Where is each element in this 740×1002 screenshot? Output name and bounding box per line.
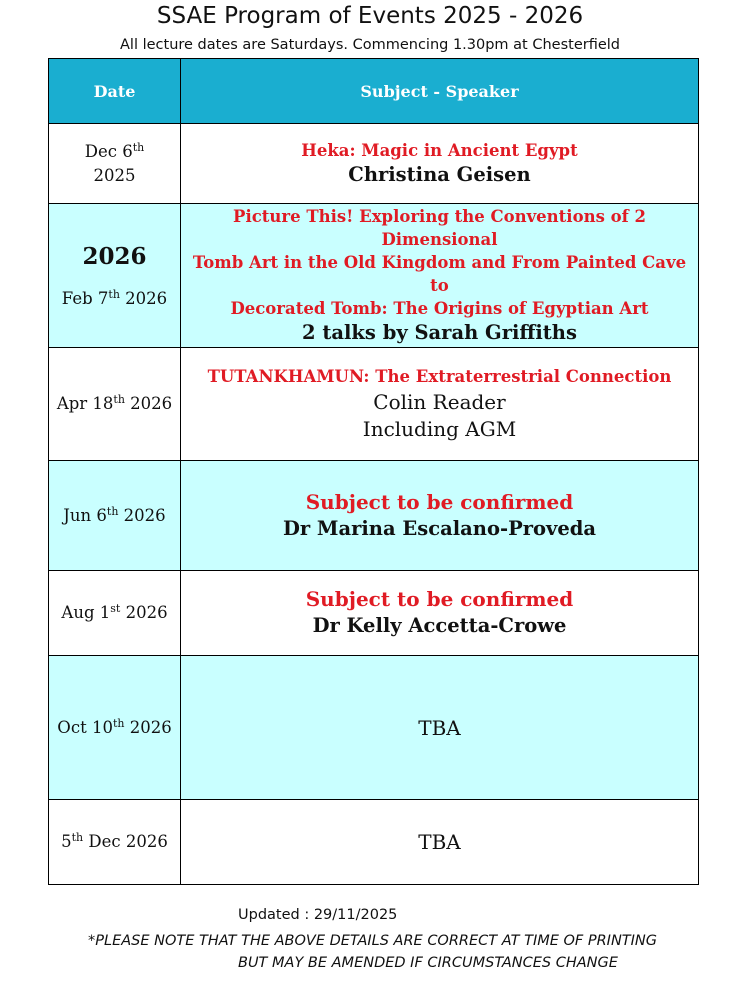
date-cell: [49, 656, 181, 800]
event-speaker: Dr Kelly Accetta-Crowe: [312, 614, 567, 638]
event-speaker: Colin Reader: [373, 389, 506, 414]
event-speaker: Dr Marina Escalano-Proveda: [282, 516, 597, 540]
table-row: [49, 461, 699, 571]
date-year: 2026: [119, 289, 168, 309]
event-subject-line: Picture This! Exploring the Conventions of 2 Dimensional: [233, 206, 646, 249]
event-speaker: 2 talks by Sarah Griffiths: [302, 321, 577, 345]
date-year: 2026: [120, 603, 168, 623]
table-row: [49, 348, 699, 461]
date-year: 2026: [118, 505, 166, 525]
date-text: Jun 6: [63, 505, 107, 525]
table-row: [49, 571, 699, 656]
date-column-header: Date: [49, 59, 181, 124]
updated-date: Updated : 29/11/2025: [238, 907, 398, 923]
table-row: [49, 656, 699, 800]
subject-column-header: Subject - Speaker: [181, 59, 699, 124]
date-year: 2026: [124, 394, 173, 414]
date-text: Oct 10: [57, 717, 113, 737]
date-suffix: th: [71, 831, 84, 845]
page-title: SSAE Program of Events 2025 - 2026: [156, 3, 584, 29]
date-cell: [49, 571, 181, 656]
subject-cell: [181, 204, 699, 348]
table-row: [49, 124, 699, 204]
disclaimer-line-1: *PLEASE NOTE THAT THE ABOVE DETAILS ARE CORRECT AT TIME OF PRINTING: [88, 933, 658, 949]
table-header-row: [49, 59, 699, 124]
subject-cell: [181, 124, 699, 204]
event-subject: Subject to be confirmed: [305, 587, 574, 612]
event-subject: TBA: [418, 715, 461, 740]
date-cell: [49, 204, 181, 348]
subject-cell: [181, 656, 699, 800]
event-speaker: Christina Geisen: [348, 162, 531, 186]
date-suffix: th: [106, 504, 119, 518]
date-suffix: th: [108, 288, 120, 302]
subject-cell: [181, 571, 699, 656]
date-cell: [49, 461, 181, 571]
date-cell: [49, 348, 181, 461]
date-text: Feb 7: [61, 289, 109, 309]
event-subject: Heka: Magic in Ancient Egypt: [301, 140, 578, 160]
date-text: Apr 18: [56, 394, 114, 414]
event-subject: TUTANKHAMUN: The Extraterrestrial Connection: [207, 367, 672, 387]
date-suffix: th: [132, 140, 145, 154]
date-text: Dec 6: [84, 141, 133, 161]
table-row: [49, 204, 699, 348]
event-subject-line: Decorated Tomb: The Origins of Egyptian Art: [230, 298, 649, 318]
date-year: Dec 2026: [83, 832, 168, 852]
year-heading: 2026: [82, 242, 147, 270]
date-cell: [49, 124, 181, 204]
date-year: 2025: [93, 165, 136, 185]
disclaimer-line-2: BUT MAY BE AMENDED IF CIRCUMSTANCES CHANGE: [238, 955, 618, 971]
date-suffix: th: [112, 716, 125, 730]
date-text: Aug 1: [61, 603, 111, 623]
date-suffix: th: [113, 393, 125, 407]
table-row: [49, 800, 699, 885]
date-year: 2026: [124, 717, 172, 737]
event-extra: Including AGM: [362, 416, 517, 441]
subject-cell: [181, 348, 699, 461]
event-subject: Subject to be confirmed: [305, 489, 574, 514]
page-subtitle: All lecture dates are Saturdays. Commencing 1.30pm at Chesterfield: [120, 37, 620, 53]
disclaimer-note: [88, 930, 708, 974]
date-text: 5: [61, 832, 72, 852]
events-table: [48, 58, 699, 885]
subject-cell: [181, 461, 699, 571]
date-suffix: st: [110, 602, 121, 616]
event-subject: TBA: [418, 830, 461, 854]
subject-cell: [181, 800, 699, 885]
date-cell: [49, 800, 181, 885]
event-subject-line: Tomb Art in the Old Kingdom and From Painted Cave to: [192, 252, 687, 295]
